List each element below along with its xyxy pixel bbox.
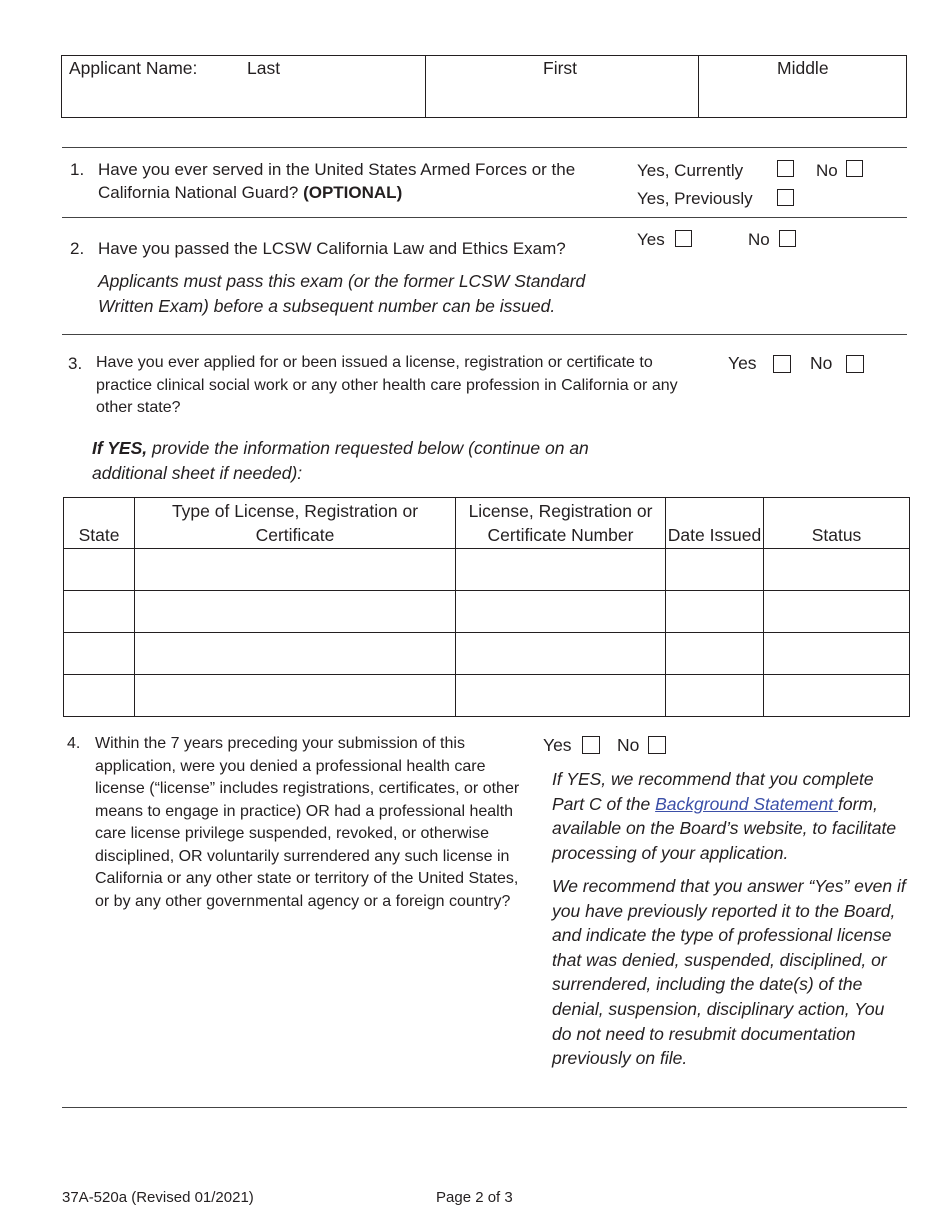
last-name-label: Last [247,58,281,78]
q1-yes-currently-label: Yes, Currently [637,161,744,180]
q4-note1-before: If YES, we recommend that you complete Part C of the [552,769,874,814]
table-row [64,675,910,717]
divider [62,217,907,218]
col-header-state: State [64,498,135,549]
divider [62,334,907,335]
q4-yes-checkbox[interactable] [582,736,600,754]
q4-note1-after: form, available on the Board’s website, to facilitate processing of your application. [552,793,897,863]
background-statement-link[interactable]: Background Statement [655,793,838,814]
q3-if-yes-rest: provide the information requested below (continue on an additional sheet if needed): [92,438,589,483]
col-header-number: License, Registration or Certificate Number [456,498,666,549]
date-issued-cell[interactable] [666,549,764,591]
status-cell[interactable] [764,675,910,717]
q1-number: 1. [70,160,85,179]
date-issued-cell[interactable] [666,675,764,717]
status-cell[interactable] [764,591,910,633]
q3-yes-checkbox[interactable] [773,355,791,373]
q3-number: 3. [68,354,83,373]
q2-text: Have you passed the LCSW California Law and Ethics Exam? [98,239,566,258]
type-cell[interactable] [135,675,456,717]
table-row [64,591,910,633]
q2-number: 2. [70,239,85,258]
status-cell[interactable] [764,633,910,675]
q4-note2: We recommend that you answer “Yes” even if you have previously reported it to the Board, and indicate the type of professional license that was denied, suspended, disciplined, or surrendered, including the date(s) of the denial, suspension, disciplinary action, You do not need to resubmit documentation previously on file. [552,876,906,1069]
type-cell[interactable] [135,549,456,591]
status-cell[interactable] [764,549,910,591]
type-cell[interactable] [135,591,456,633]
applicant-name-last-cell[interactable] [62,56,426,117]
q2-no-checkbox[interactable] [779,230,796,247]
middle-name-label: Middle [777,58,829,78]
applicant-name-label: Applicant Name: [69,58,198,78]
number-cell[interactable] [456,591,666,633]
applicant-name-box [61,55,907,118]
q3-if-yes-instruction [92,436,652,486]
number-cell[interactable] [456,549,666,591]
number-cell[interactable] [456,633,666,675]
q4-yes-label: Yes [543,735,572,755]
q3-no-label: No [810,353,833,373]
q1-no-label: No [816,161,838,180]
date-issued-cell[interactable] [666,633,764,675]
q3-no-checkbox[interactable] [846,355,864,373]
q4-recommendation [552,767,907,865]
q4-number: 4. [67,735,81,752]
number-cell[interactable] [456,675,666,717]
state-cell[interactable] [64,675,135,717]
col-header-status: Status [764,498,910,549]
applicant-name-middle-cell[interactable] [698,56,906,117]
form-id: 37A-520a (Revised 01/2021) [62,1189,254,1206]
table-row [64,633,910,675]
q4-no-label: No [617,735,640,755]
q1-yes-previously-checkbox[interactable] [777,189,794,206]
q4-text: Within the 7 years preceding your submission of this application, were you denied a professional health care license (“license” includes registrations, certificates, or other means to engage in practice) OR had a professional health care license privilege suspended, revoked, or otherwise disciplined, OR voluntarily surrendered any such license in California or any other state or territory of the United States, or by any other governmental agency or a foreign country? [95,735,520,910]
q1-question [98,158,623,204]
col-header-date-issued: Date Issued [666,498,764,549]
q3-yes-label: Yes [728,353,757,373]
q1-no-checkbox[interactable] [846,160,863,177]
state-cell[interactable] [64,633,135,675]
q1-optional: (OPTIONAL) [303,183,403,202]
date-issued-cell[interactable] [666,591,764,633]
state-cell[interactable] [64,591,135,633]
q2-no-label: No [748,230,770,249]
q1-text: Have you ever served in the United States Armed Forces or the California National Guard? [98,160,576,202]
divider [62,147,907,148]
q2-yes-checkbox[interactable] [675,230,692,247]
q1-yes-previously-label: Yes, Previously [637,189,753,208]
applicant-name-first-cell[interactable] [425,56,699,117]
q2-yes-label: Yes [637,230,665,249]
q2-note: Applicants must pass this exam (or the former LCSW Standard Written Exam) before a subsequent number can be issued. [98,271,586,316]
state-cell[interactable] [64,549,135,591]
table-row [64,549,910,591]
type-cell[interactable] [135,633,456,675]
license-table [63,497,910,717]
q1-yes-currently-checkbox[interactable] [777,160,794,177]
license-table-header-row [64,498,910,549]
divider [62,1107,907,1108]
first-name-label: First [543,58,578,78]
q3-text: Have you ever applied for or been issued a license, registration or certificate to practice clinical social work or any other health care profession in California or any other state? [96,354,678,416]
col-header-type: Type of License, Registration or Certificate [135,498,456,549]
q4-no-checkbox[interactable] [648,736,666,754]
page-number: Page 2 of 3 [436,1189,513,1206]
q3-if-yes-bold: If YES, [92,438,148,458]
